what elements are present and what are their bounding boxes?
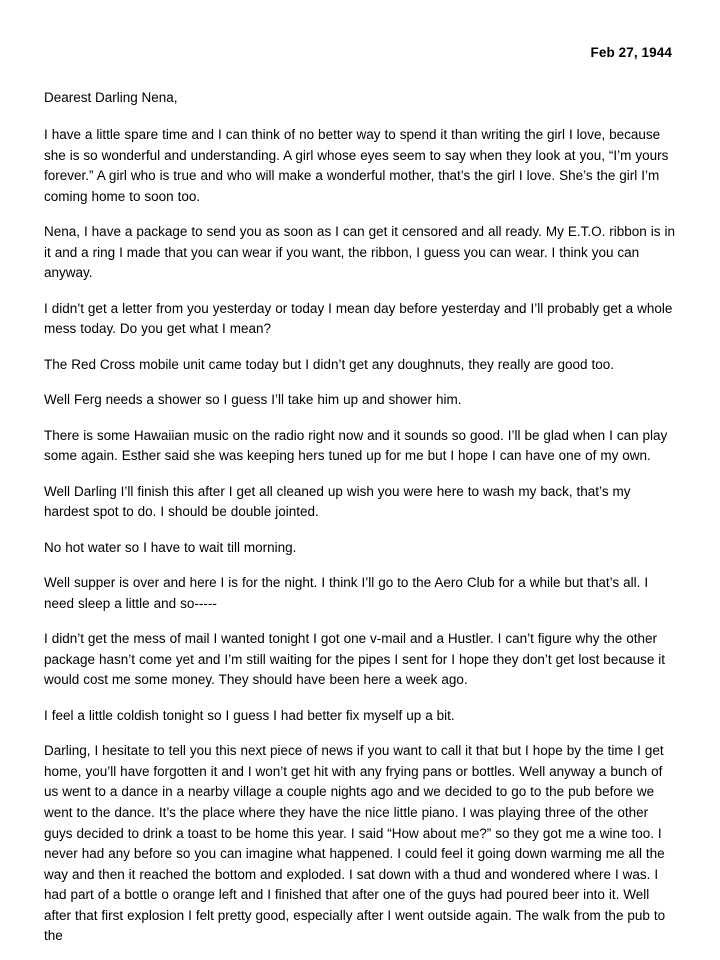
letter-paragraph: No hot water so I have to wait till morning.: [44, 539, 297, 555]
letter-paragraph: I have a little spare time and I can think of no better way to spend it than writing the girl I love, because she is so wonderful and understanding. A girl whose eyes seem to say when they look at you, “I’m yours forever.” A girl who is true and who will make a wonderful mother, that’s the girl I love. She’s the girl I’m coming home to soon too.: [44, 127, 669, 204]
letter-paragraph: Well Ferg needs a shower so I guess I’ll take him up and shower him.: [44, 392, 462, 408]
letter-paragraph: I didn’t get the mess of mail I wanted tonight I got one v-mail and a Hustler. I can’t figure why the other package hasn’t come yet and I’m still waiting for the pipes I sent for I hope they don’t get lost because it would cost me some money. They should have been here a week ago.: [44, 631, 666, 688]
letter-body: [44, 125, 676, 947]
letter-paragraph: Nena, I have a package to send you as soon as I can get it censored and all ready. My E.T.O. ribbon is in it and a ring I made that you can wear if you want, the ribbon, I guess you can wear. I think you can anyway.: [44, 224, 675, 281]
letter-paragraph: I feel a little coldish tonight so I guess I had better fix myself up a bit.: [44, 707, 455, 723]
letter-paragraph: The Red Cross mobile unit came today but I didn’t get any doughnuts, they really are good too.: [44, 356, 614, 372]
letter-date: Feb 27, 1944: [590, 45, 672, 60]
letter-paragraph: There is some Hawaiian music on the radio right now and it sounds so good. I’ll be glad when I can play some again. Esther said she was keeping hers tuned up for me but I hope I can have one of my own.: [44, 427, 668, 464]
letter-paragraph: Well supper is over and here I is for the night. I think I’ll go to the Aero Club for a while but that’s all. I need sleep a little and so-----: [44, 575, 649, 611]
letter-salutation: Dearest Darling Nena,: [44, 89, 178, 105]
letter-paragraph: Darling, I hesitate to tell you this next piece of news if you want to call it that but I hope by the time I get home, you’ll have forgotten it and I won’t get hit with any frying pans or bottles. Well anyway a bunch of us went to a dance in a nearby village a couple nights ago and we decided to go to the pub before we went to the dance. It’s the place where they have the nice little piano. I was playing three of the other guys decided to drink a toast to be home this year. I said “How about me?” so they got me a wine too. I never had any before so you can imagine what happened. I could feel it going down warming me all the way and then it reached the bottom and exploded. I sat down with a thud and wondered where I was. I had part of a bottle o orange left and I finished that after one of the guys had poured beer into it. Well after that first explosion I felt pretty good, especially after I went outside again. The walk from the pub to the: [44, 743, 666, 944]
letter-paragraph: Well Darling I’ll finish this after I get all cleaned up wish you were here to wash my back, that’s my hardest spot to do. I should be double jointed.: [44, 483, 631, 520]
letter-paragraph: I didn’t get a letter from you yesterday or today I mean day before yesterday and I’ll probably get a whole mess today. Do you get what I mean?: [44, 300, 673, 337]
